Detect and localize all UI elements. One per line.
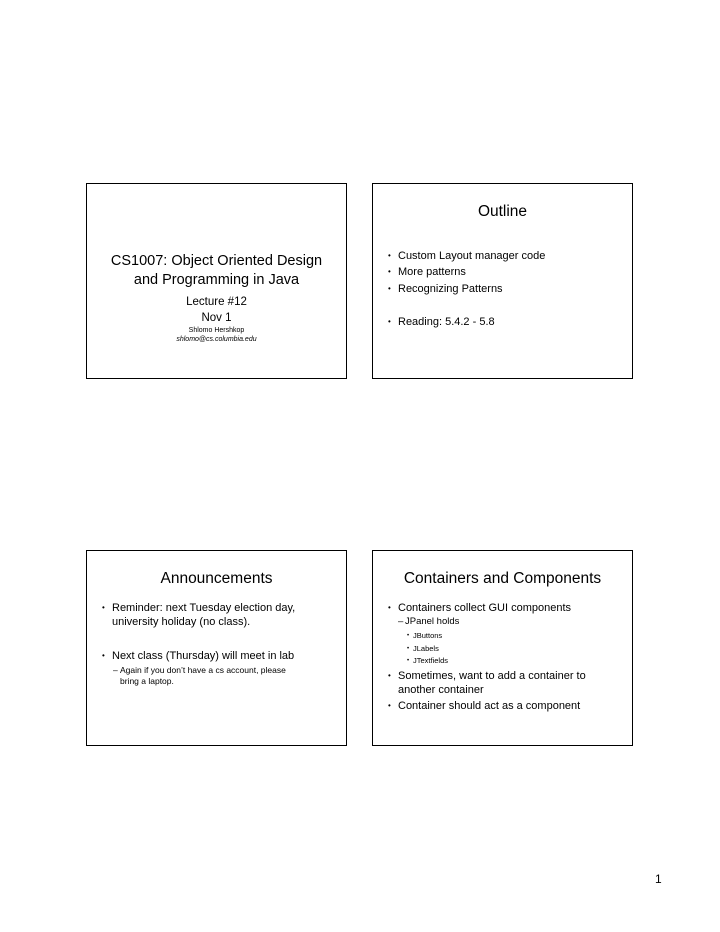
bullet-item: • Recognizing Patterns — [398, 282, 503, 296]
sub-sub-bullet-item: • JTextfields — [413, 656, 448, 666]
slide-title: Containers and Components — [403, 570, 602, 587]
bullet-line: • Reminder: next Tuesday election day, — [112, 602, 296, 614]
sub-sub-bullet-item: • JLabels — [413, 644, 439, 654]
bullet-item: • More patterns — [398, 265, 466, 279]
bullet-line: university holiday (no class). — [112, 616, 251, 628]
bullet-line: • Sometimes, want to add a container to — [398, 670, 586, 682]
bullet-line: another container — [398, 684, 484, 696]
sub-bullet-item: – JPanel holds — [405, 616, 459, 628]
sub-sub-bullet-item: • JButtons — [413, 631, 442, 641]
lecture-date: Nov 1 — [201, 312, 232, 324]
lecture-number: Lecture #12 — [186, 296, 247, 308]
bullet-item: • Next class (Thursday) will meet in lab — [112, 649, 294, 663]
page-number: 1 — [655, 872, 662, 886]
slide-title: Outline — [477, 203, 528, 220]
slide-title: Announcements — [160, 570, 273, 587]
slide-main-title — [87, 252, 346, 290]
author-name: Shlomo Hershkop — [188, 327, 245, 334]
bullet-item: • Custom Layout manager code — [398, 249, 545, 263]
bullet-item: • Reading: 5.4.2 - 5.8 — [398, 315, 495, 329]
sub-bullet-line: bring a laptop. — [120, 675, 174, 686]
author-email: shlomo@cs.columbia.edu — [176, 336, 257, 343]
title-line-2: and Programming in Java — [133, 272, 300, 288]
bullet-item: • Containers collect GUI components — [398, 601, 571, 615]
bullet-item: • Container should act as a component — [398, 699, 580, 713]
sub-bullet-item — [120, 665, 286, 686]
slide-containers-components — [372, 550, 633, 746]
bullet-item — [112, 601, 295, 629]
slide-announcements — [86, 550, 347, 746]
title-line-1: CS1007: Object Oriented Design — [110, 253, 323, 269]
bullet-item — [398, 669, 586, 697]
sub-bullet-line: – Again if you don’t have a cs account, please — [120, 665, 286, 675]
slide-title-cs1007 — [86, 183, 347, 379]
slide-outline — [372, 183, 633, 379]
